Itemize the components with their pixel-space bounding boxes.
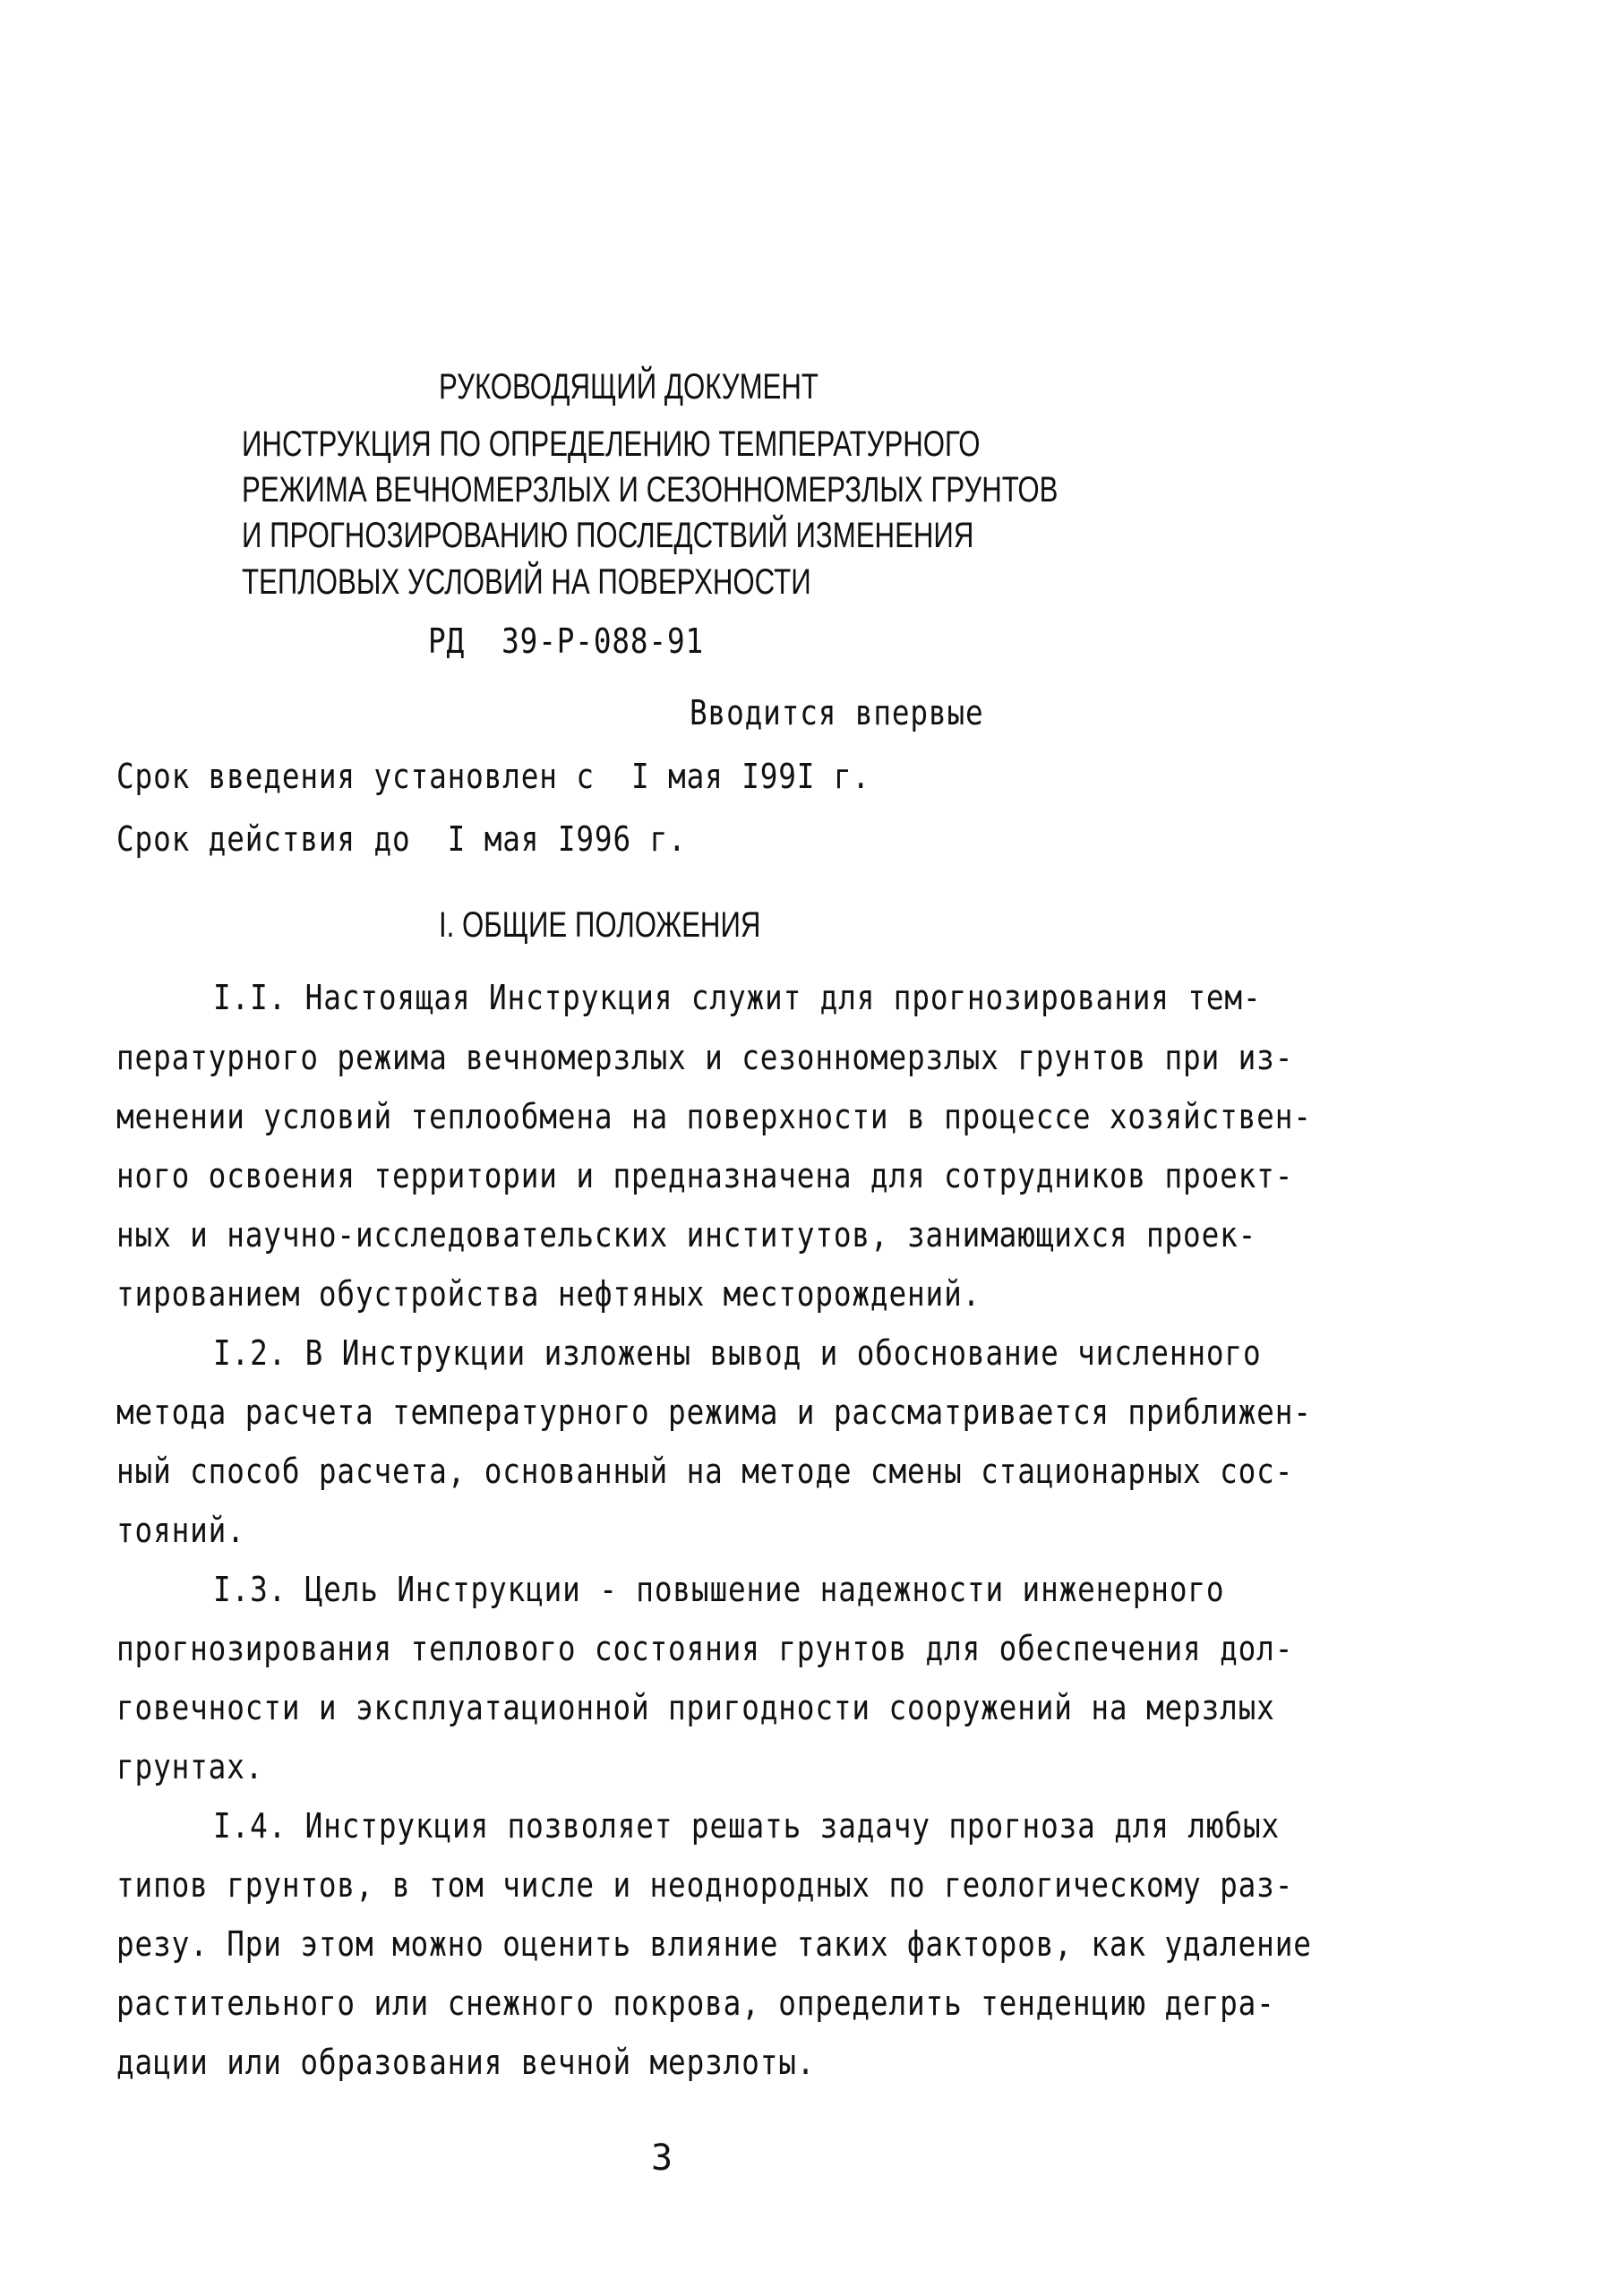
title-line-1: ИНСТРУКЦИЯ ПО ОПРЕДЕЛЕНИЮ ТЕМПЕРАТУРНОГО [242, 424, 981, 464]
para-line-9: ный способ расчета, основанный на методе смены стационарных сос- [116, 1452, 1294, 1491]
para-line-6: тированием обустройства нефтяных месторождений. [116, 1274, 981, 1314]
para-line-18: растительного или снежного покрова, определить тенденцию дегра- [116, 1983, 1275, 2023]
para-line-4: ного освоения территории и предназначена для сотрудников проект- [116, 1156, 1294, 1195]
para-line-7: I.2. В Инструкции изложены вывод и обоснование численного [213, 1333, 1262, 1373]
para-line-17: резу. При этом можно оценить влияние таких факторов, как удаление [116, 1924, 1312, 1964]
para-line-1: I.I. Настоящая Инструкция служит для прогнозирования тем- [213, 978, 1262, 1017]
effective-from: Срок введения установлен с I мая I99I г. [116, 757, 870, 796]
para-line-2: пературного режима вечномерзлых и сезонномерзлых грунтов при из- [116, 1038, 1294, 1077]
doc-number: РД 39-Р-088-91 [428, 621, 705, 661]
para-line-15: I.4. Инструкция позволяет решать задачу прогноза для любых [213, 1806, 1281, 1846]
para-line-3: менении условий теплообмена на поверхности в процессе хозяйствен- [116, 1097, 1312, 1136]
title-line-3: И ПРОГНОЗИРОВАНИЮ ПОСЛЕДСТВИЙ ИЗМЕНЕНИЯ [242, 516, 974, 555]
para-line-8: метода расчета температурного режима и рассматривается приближен- [116, 1392, 1312, 1432]
para-line-10: тояний. [116, 1511, 245, 1550]
title-line-2: РЕЖИМА ВЕЧНОМЕРЗЛЫХ И СЕЗОННОМЕРЗЛЫХ ГРУНТОВ [242, 470, 1059, 510]
para-line-12: прогнозирования теплового состояния грунтов для обеспечения дол- [116, 1629, 1294, 1668]
valid-until: Срок действия до I мая I996 г. [116, 819, 687, 859]
para-line-5: ных и научно-исследовательских институтов, занимающихся проек- [116, 1215, 1257, 1255]
para-line-16: типов грунтов, в том числе и неоднородных по геологическому раз- [116, 1865, 1294, 1905]
para-line-14: грунтах. [116, 1747, 264, 1786]
para-line-19: дации или образования вечной мерзлоты. [116, 2043, 816, 2082]
doc-type: РУКОВОДЯЩИЙ ДОКУМЕНТ [439, 367, 819, 407]
para-line-13: говечности и эксплуатационной пригодности сооружений на мерзлых [116, 1688, 1275, 1727]
section-heading: I. ОБЩИЕ ПОЛОЖЕНИЯ [439, 905, 761, 945]
title-line-4: ТЕПЛОВЫХ УСЛОВИЙ НА ПОВЕРХНОСТИ [242, 562, 811, 602]
page-number: 3 [651, 2138, 673, 2179]
introduced-note: Вводится впервые [690, 693, 984, 732]
para-line-11: I.3. Цель Инструкции - повышение надежности инженерного [213, 1570, 1225, 1609]
